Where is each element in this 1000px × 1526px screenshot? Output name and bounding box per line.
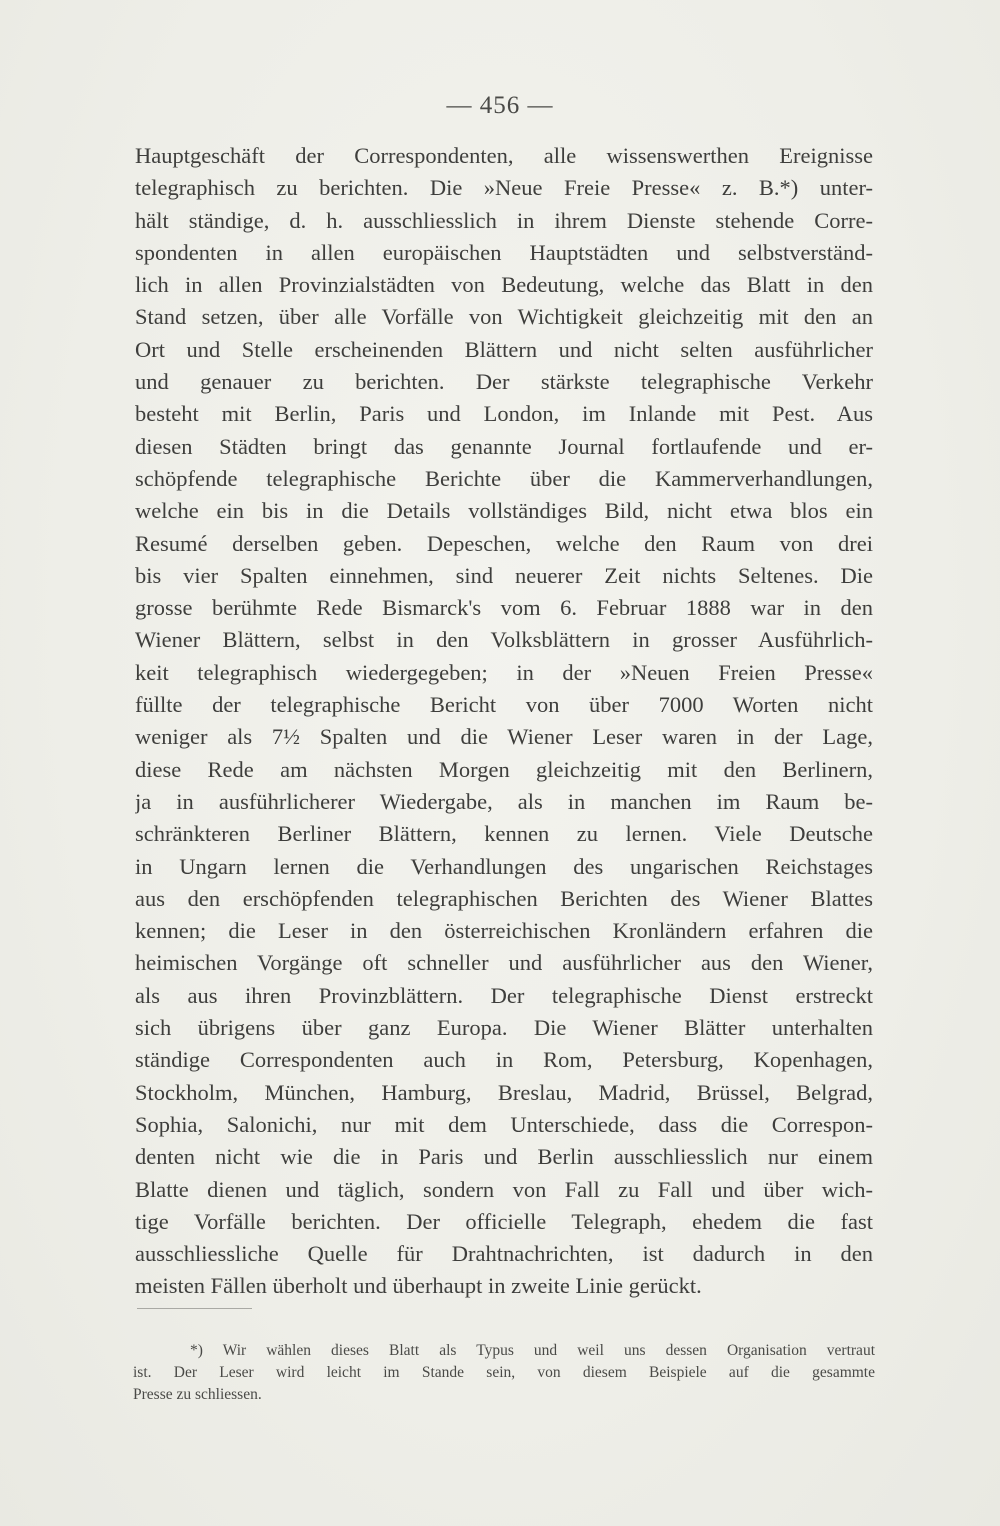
text-line: diese Rede am nächsten Morgen gleichzeitig mit den Berlinern, — [135, 756, 873, 782]
text-line: aus den erschöpfenden telegraphischen Berichten des Wiener Blattes — [135, 885, 873, 911]
text-line: in Ungarn lernen die Verhandlungen des ungarischen Reichstages — [135, 853, 873, 879]
text-line: als aus ihren Provinzblättern. Der telegraphische Dienst erstreckt — [135, 982, 873, 1008]
text-line: ausschliessliche Quelle für Drahtnachrichten, ist dadurch in den — [135, 1241, 873, 1267]
text-line: tige Vorfälle berichten. Der officielle Telegraph, ehedem die fast — [135, 1208, 873, 1234]
text-line: Stockholm, München, Hamburg, Breslau, Madrid, Brüssel, Belgrad, — [135, 1079, 873, 1105]
text-line: Resumé derselben geben. Depeschen, welche den Raum von drei — [135, 530, 873, 556]
text-line: und genauer zu berichten. Der stärkste telegraphische Verkehr — [135, 369, 873, 395]
text-line: schöpfende telegraphische Berichte über die Kammerverhandlungen, — [135, 465, 873, 491]
text-line: Sophia, Salonichi, nur mit dem Unterschiede, dass die Correspon- — [135, 1111, 873, 1137]
text-line: weniger als 7½ Spalten und die Wiener Leser waren in der Lage, — [135, 724, 873, 750]
text-line: Wiener Blättern, selbst in den Volksblättern in grosser Ausführlich- — [135, 627, 873, 653]
body-text — [135, 140, 873, 1303]
text-line: Ort und Stelle erscheinenden Blättern und nicht selten ausführlicher — [135, 336, 873, 362]
text-line: Hauptgeschäft der Correspondenten, alle wissenswerthen Ereignisse — [135, 143, 873, 168]
footnote-line: Presse zu schliessen. — [133, 1386, 262, 1403]
text-line: heimischen Vorgänge oft schneller und ausführlicher aus den Wiener, — [135, 950, 873, 976]
text-line: welche ein bis in die Details vollständiges Bild, nicht etwa blos ein — [135, 498, 873, 524]
text-line: besteht mit Berlin, Paris und London, im Inlande mit Pest. Aus — [135, 401, 873, 427]
text-line: schränkteren Berliner Blättern, kennen zu lernen. Viele Deutsche — [135, 821, 873, 847]
footnote-divider — [137, 1308, 252, 1309]
text-line: hält ständige, d. h. ausschliesslich in ihrem Dienste stehende Corre- — [135, 207, 873, 233]
text-line: denten nicht wie die in Paris und Berlin ausschliesslich nur einem — [135, 1144, 873, 1170]
footnote — [133, 1340, 875, 1406]
text-line: ja in ausführlicherer Wiedergabe, als in manchen im Raum be- — [135, 788, 873, 814]
text-line: Stand setzen, über alle Vorfälle von Wichtigkeit gleichzeitig mit den an — [135, 304, 873, 330]
text-line: sich übrigens über ganz Europa. Die Wiener Blätter unterhalten — [135, 1015, 873, 1041]
text-line: füllte der telegraphische Bericht von über 7000 Worten nicht — [135, 692, 873, 718]
text-line: telegraphisch zu berichten. Die »Neue Freie Presse« z. B.*) unter- — [135, 175, 873, 201]
text-line: bis vier Spalten einnehmen, sind neuerer Zeit nichts Seltenes. Die — [135, 562, 873, 588]
footnote-line: *) Wir wählen dieses Blatt als Typus und weil uns dessen Organisation vertraut — [190, 1342, 875, 1359]
text-line: kennen; die Leser in den österreichischen Kronländern erfahren die — [135, 918, 873, 944]
text-line: lich in allen Provinzialstädten von Bedeutung, welche das Blatt in den — [135, 272, 873, 298]
text-line: diesen Städten bringt das genannte Journal fortlaufende und er- — [135, 433, 873, 459]
text-line: ständige Correspondenten auch in Rom, Petersburg, Kopenhagen, — [135, 1047, 873, 1073]
text-line: keit telegraphisch wiedergegeben; in der »Neuen Freien Presse« — [135, 659, 873, 685]
text-line: spondenten in allen europäischen Hauptstädten und selbstverständ- — [135, 239, 873, 265]
text-line: grosse berühmte Rede Bismarck's vom 6. Februar 1888 war in den — [135, 595, 873, 621]
text-line: meisten Fällen überholt und überhaupt in zweite Linie gerückt. — [135, 1273, 702, 1299]
footnote-line: ist. Der Leser wird leicht im Stande sein, von diesem Beispiele auf die gesammte — [133, 1364, 875, 1381]
page-number: — 456 — — [446, 92, 554, 119]
text-line: Blatte dienen und täglich, sondern von Fall zu Fall und über wich- — [135, 1176, 873, 1202]
